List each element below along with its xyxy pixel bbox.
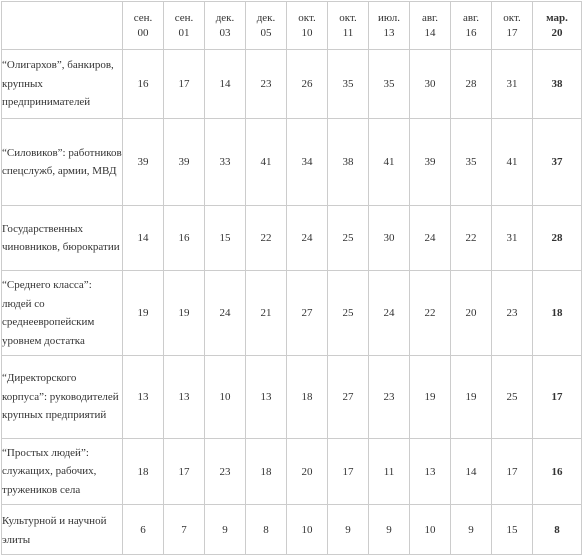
column-year: 13 (383, 26, 395, 39)
table-cell: 21 (246, 271, 287, 356)
table-cell: 23 (205, 439, 246, 505)
table-cell: 13 (164, 356, 205, 439)
table-cell-latest: 28 (533, 206, 582, 271)
table-cell: 41 (492, 119, 533, 206)
table-cell: 39 (164, 119, 205, 206)
table-cell: 24 (410, 206, 451, 271)
column-month: дек. (215, 11, 235, 24)
table-cell: 9 (328, 505, 369, 555)
column-header (328, 2, 369, 50)
table-cell: 18 (123, 439, 164, 505)
column-year: 10 (301, 26, 313, 39)
table-cell: 9 (369, 505, 410, 555)
table-cell: 25 (328, 271, 369, 356)
table-row (2, 271, 582, 356)
table-cell: 30 (410, 50, 451, 119)
table-cell: 22 (410, 271, 451, 356)
table-cell: 27 (287, 271, 328, 356)
column-year: 00 (137, 26, 149, 39)
table-cell: 24 (287, 206, 328, 271)
row-label: Культурной и научной элиты (2, 505, 123, 555)
column-year: 03 (219, 26, 231, 39)
table-cell: 34 (287, 119, 328, 206)
table-cell-latest: 8 (533, 505, 582, 555)
table-cell-latest: 18 (533, 271, 582, 356)
table-cell: 15 (492, 505, 533, 555)
table-cell: 9 (205, 505, 246, 555)
table-cell: 13 (410, 439, 451, 505)
table-row (2, 50, 582, 119)
table-cell: 20 (451, 271, 492, 356)
column-month: сен. (133, 11, 153, 24)
table-cell: 24 (369, 271, 410, 356)
table-cell: 15 (205, 206, 246, 271)
table-row (2, 356, 582, 439)
table-cell: 25 (328, 206, 369, 271)
table-cell: 39 (410, 119, 451, 206)
table-row (2, 505, 582, 555)
column-year: 05 (260, 26, 272, 39)
table-cell: 23 (492, 271, 533, 356)
table-cell: 24 (205, 271, 246, 356)
column-year: 20 (551, 26, 563, 39)
table-cell: 35 (369, 50, 410, 119)
table-cell: 9 (451, 505, 492, 555)
column-year: 16 (465, 26, 477, 39)
table-row (2, 206, 582, 271)
column-year: 17 (506, 26, 518, 39)
table-cell: 10 (287, 505, 328, 555)
header-row (2, 2, 582, 50)
table-cell: 17 (328, 439, 369, 505)
column-header (410, 2, 451, 50)
row-label: Государственных чиновников, бюрократии (2, 206, 123, 271)
table-cell: 35 (451, 119, 492, 206)
table-cell: 26 (287, 50, 328, 119)
column-month: мар. (546, 11, 568, 24)
column-header (205, 2, 246, 50)
table-cell: 31 (492, 206, 533, 271)
table-cell: 20 (287, 439, 328, 505)
table-cell: 7 (164, 505, 205, 555)
column-month: дек. (256, 11, 276, 24)
table-cell: 18 (246, 439, 287, 505)
column-header (246, 2, 287, 50)
row-label: “Директорского корпуса”: руководителей крупных предприятий (2, 356, 123, 439)
table-cell: 38 (328, 119, 369, 206)
table-cell: 16 (164, 206, 205, 271)
column-header (164, 2, 205, 50)
table-cell: 33 (205, 119, 246, 206)
table-cell: 22 (246, 206, 287, 271)
table-row (2, 439, 582, 505)
table-cell-latest: 17 (533, 356, 582, 439)
table-cell: 30 (369, 206, 410, 271)
table-cell: 28 (451, 50, 492, 119)
row-label: “Среднего класса”: людей со среднеевропейским уровнем достатка (2, 271, 123, 356)
column-month: окт. (339, 11, 357, 24)
table-cell: 16 (123, 50, 164, 119)
table-cell: 8 (246, 505, 287, 555)
table-cell: 18 (287, 356, 328, 439)
table-cell: 19 (164, 271, 205, 356)
table-cell: 10 (410, 505, 451, 555)
table-cell-latest: 37 (533, 119, 582, 206)
table-cell-latest: 16 (533, 439, 582, 505)
column-month: авг. (421, 11, 439, 24)
table-cell: 14 (451, 439, 492, 505)
column-header (287, 2, 328, 50)
table-cell: 39 (123, 119, 164, 206)
column-month: окт. (503, 11, 521, 24)
column-year: 11 (342, 26, 354, 39)
table-cell: 25 (492, 356, 533, 439)
column-header (123, 2, 164, 50)
table-cell: 6 (123, 505, 164, 555)
column-month: сен. (174, 11, 194, 24)
table-cell: 31 (492, 50, 533, 119)
table-cell: 35 (328, 50, 369, 119)
table-cell: 10 (205, 356, 246, 439)
column-header (492, 2, 533, 50)
table-cell: 19 (123, 271, 164, 356)
table-cell: 17 (164, 439, 205, 505)
row-label: “Простых людей”: служащих, рабочих, тружеников села (2, 439, 123, 505)
table-cell: 41 (246, 119, 287, 206)
row-label: “Олигархов”, банкиров, крупных предпринимателей (2, 50, 123, 119)
column-month: окт. (298, 11, 316, 24)
table-cell: 22 (451, 206, 492, 271)
table-cell: 13 (123, 356, 164, 439)
table-cell: 14 (205, 50, 246, 119)
table-row (2, 119, 582, 206)
column-header (369, 2, 410, 50)
column-year: 14 (424, 26, 436, 39)
table-cell: 11 (369, 439, 410, 505)
table-cell: 19 (451, 356, 492, 439)
column-month: июл. (377, 11, 401, 24)
table-cell: 17 (164, 50, 205, 119)
header-corner-cell (2, 2, 123, 50)
column-month: авг. (462, 11, 480, 24)
table-cell: 41 (369, 119, 410, 206)
table-cell: 19 (410, 356, 451, 439)
survey-table (1, 1, 582, 555)
table-cell: 17 (492, 439, 533, 505)
column-header-latest (533, 2, 582, 50)
table-cell-latest: 38 (533, 50, 582, 119)
table-cell: 14 (123, 206, 164, 271)
row-label: “Силовиков”: работников спецслужб, армии, МВД (2, 119, 123, 206)
table-cell: 27 (328, 356, 369, 439)
table-cell: 23 (246, 50, 287, 119)
column-year: 01 (178, 26, 190, 39)
table-cell: 23 (369, 356, 410, 439)
column-header (451, 2, 492, 50)
table-cell: 13 (246, 356, 287, 439)
